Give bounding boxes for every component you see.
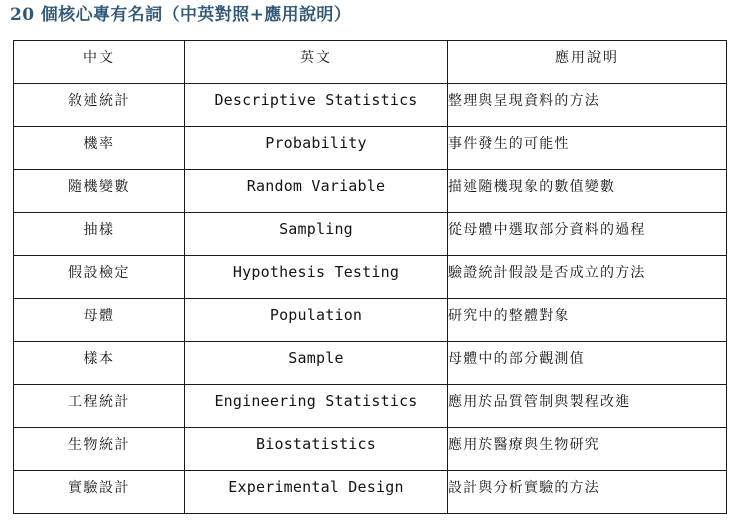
- table-row: [14, 170, 727, 213]
- cell-chinese-term: 實驗設計: [14, 471, 185, 514]
- cell-english-term: Experimental Design: [185, 471, 448, 514]
- cell-english-term: Engineering Statistics: [185, 385, 448, 428]
- cell-description: 母體中的部分觀測值: [448, 342, 727, 385]
- cell-chinese-term: 母體: [14, 299, 185, 342]
- table-row: [14, 127, 727, 170]
- cell-description: 事件發生的可能性: [448, 127, 727, 170]
- cell-chinese-term: 抽樣: [14, 213, 185, 256]
- cell-english-term: Population: [185, 299, 448, 342]
- table-header: [14, 41, 727, 84]
- cell-english-term: Biostatistics: [185, 428, 448, 471]
- cell-english-term: Random Variable: [185, 170, 448, 213]
- cell-chinese-term: 機率: [14, 127, 185, 170]
- cell-chinese-term: 敘述統計: [14, 84, 185, 127]
- cell-english-term: Probability: [185, 127, 448, 170]
- cell-chinese-term: 假設檢定: [14, 256, 185, 299]
- page-title: 20 個核心專有名詞（中英對照+應用說明）: [10, 5, 352, 25]
- table-row: [14, 256, 727, 299]
- terminology-table: [13, 40, 727, 514]
- cell-chinese-term: 隨機變數: [14, 170, 185, 213]
- column-header-chinese: 中文: [14, 41, 185, 84]
- cell-description: 應用於品質管制與製程改進: [448, 385, 727, 428]
- cell-english-term: Descriptive Statistics: [185, 84, 448, 127]
- table-row: [14, 299, 727, 342]
- cell-description: 從母體中選取部分資料的過程: [448, 213, 727, 256]
- cell-chinese-term: 工程統計: [14, 385, 185, 428]
- cell-english-term: Sampling: [185, 213, 448, 256]
- cell-chinese-term: 生物統計: [14, 428, 185, 471]
- cell-description: 整理與呈現資料的方法: [448, 84, 727, 127]
- table-row: [14, 428, 727, 471]
- cell-description: 應用於醫療與生物研究: [448, 428, 727, 471]
- cell-english-term: Hypothesis Testing: [185, 256, 448, 299]
- table-row: [14, 213, 727, 256]
- column-header-description: 應用說明: [448, 41, 727, 84]
- cell-description: 研究中的整體對象: [448, 299, 727, 342]
- cell-description: 描述隨機現象的數值變數: [448, 170, 727, 213]
- cell-english-term: Sample: [185, 342, 448, 385]
- table-row: [14, 342, 727, 385]
- cell-chinese-term: 樣本: [14, 342, 185, 385]
- table-row: [14, 471, 727, 514]
- table-row: [14, 385, 727, 428]
- cell-description: 設計與分析實驗的方法: [448, 471, 727, 514]
- table-row: [14, 84, 727, 127]
- table-header-row: [14, 41, 727, 84]
- cell-description: 驗證統計假設是否成立的方法: [448, 256, 727, 299]
- column-header-english: 英文: [185, 41, 448, 84]
- table-body: [14, 84, 727, 514]
